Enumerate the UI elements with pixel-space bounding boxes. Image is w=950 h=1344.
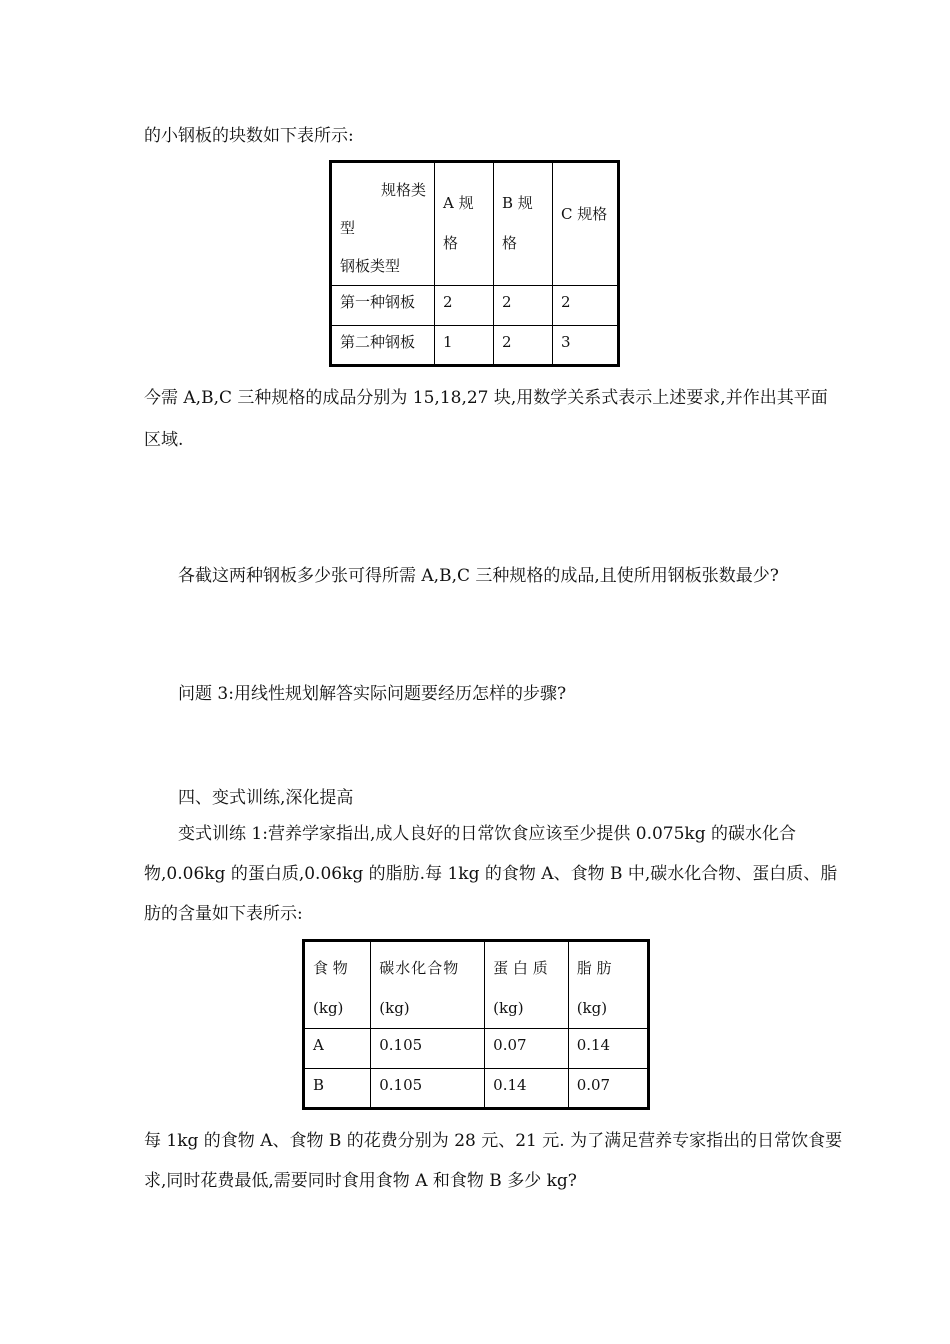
header-fat-label: 脂 肪: [576, 959, 612, 977]
row-label: 第一种钢板: [331, 286, 435, 326]
header-protein-label: 蛋 白 质: [493, 959, 548, 977]
table-row: [304, 1069, 649, 1109]
corner-line3: 钢板类型: [340, 257, 401, 275]
row-value-b: 2: [494, 326, 553, 366]
header-food-label: 食 物: [313, 959, 348, 977]
row-protein: 0.07: [485, 1029, 569, 1069]
header-food: [304, 941, 371, 1029]
header-carb-label: 碳水化合物: [379, 959, 460, 977]
header-food-unit: (kg): [313, 999, 344, 1017]
header-a-line2: 格: [443, 234, 459, 252]
row-carb: 0.105: [371, 1069, 485, 1109]
header-c: [553, 162, 619, 286]
table-header-row: [304, 941, 649, 1029]
question-cut: 各截这两种钢板多少张可得所需 A,B,C 三种规格的成品,且使所用钢板张数最少?: [178, 566, 779, 586]
row-value-c: 3: [553, 326, 619, 366]
row-value-b: 2: [494, 286, 553, 326]
table-header-row: [331, 162, 619, 286]
question-3: 问题 3:用线性规划解答实际问题要经历怎样的步骤?: [178, 684, 567, 704]
section-4-heading: 四、变式训练,深化提高: [178, 788, 354, 808]
header-c-label: C 规格: [561, 205, 608, 223]
exercise-line2: 物,0.06kg 的蛋白质,0.06kg 的脂肪.每 1kg 的食物 A、食物 B 中,碳水化合物、蛋白质、脂: [144, 864, 838, 884]
intro-text: 的小钢板的块数如下表所示:: [144, 126, 354, 146]
header-b-line2: 格: [502, 234, 518, 252]
table-row: [304, 1029, 649, 1069]
row-value-c: 2: [553, 286, 619, 326]
row-value-a: 2: [435, 286, 494, 326]
header-a-line1: A 规: [443, 194, 474, 212]
row-fat: 0.07: [568, 1069, 648, 1109]
header-fat: [568, 941, 648, 1029]
table-row: [331, 286, 619, 326]
nutrition-table: [302, 939, 650, 1110]
row-carb: 0.105: [371, 1029, 485, 1069]
row-protein: 0.14: [485, 1069, 569, 1109]
header-fat-unit: (kg): [576, 999, 608, 1017]
row-food: A: [304, 1029, 371, 1069]
header-carb: [371, 941, 485, 1029]
para1-line1: 今需 A,B,C 三种规格的成品分别为 15,18,27 块,用数学关系式表示上述要求,并作出其平面: [144, 388, 828, 408]
header-b: [494, 162, 553, 286]
table-row: [331, 326, 619, 366]
header-protein: [485, 941, 569, 1029]
header-protein-unit: (kg): [493, 999, 524, 1017]
corner-line1: 规格类: [380, 181, 426, 199]
row-label: 第二种钢板: [331, 326, 435, 366]
steel-plate-table: [329, 160, 620, 367]
cost-line1: 每 1kg 的食物 A、食物 B 的花费分别为 28 元、21 元. 为了满足营养专家指出的日常饮食要: [144, 1131, 843, 1151]
cost-line2: 求,同时花费最低,需要同时食用食物 A 和食物 B 多少 kg?: [144, 1171, 577, 1191]
row-value-a: 1: [435, 326, 494, 366]
exercise-line1: 变式训练 1:营养学家指出,成人良好的日常饮食应该至少提供 0.075kg 的碳水化合: [178, 824, 797, 844]
para1-line2: 区域.: [144, 430, 184, 450]
header-corner-cell: [331, 162, 435, 286]
row-food: B: [304, 1069, 371, 1109]
header-a: [435, 162, 494, 286]
header-carb-unit: (kg): [379, 999, 410, 1017]
exercise-line3: 肪的含量如下表所示:: [144, 904, 303, 924]
corner-line2: 型: [340, 219, 356, 237]
header-b-line1: B 规: [502, 194, 533, 212]
row-fat: 0.14: [568, 1029, 648, 1069]
